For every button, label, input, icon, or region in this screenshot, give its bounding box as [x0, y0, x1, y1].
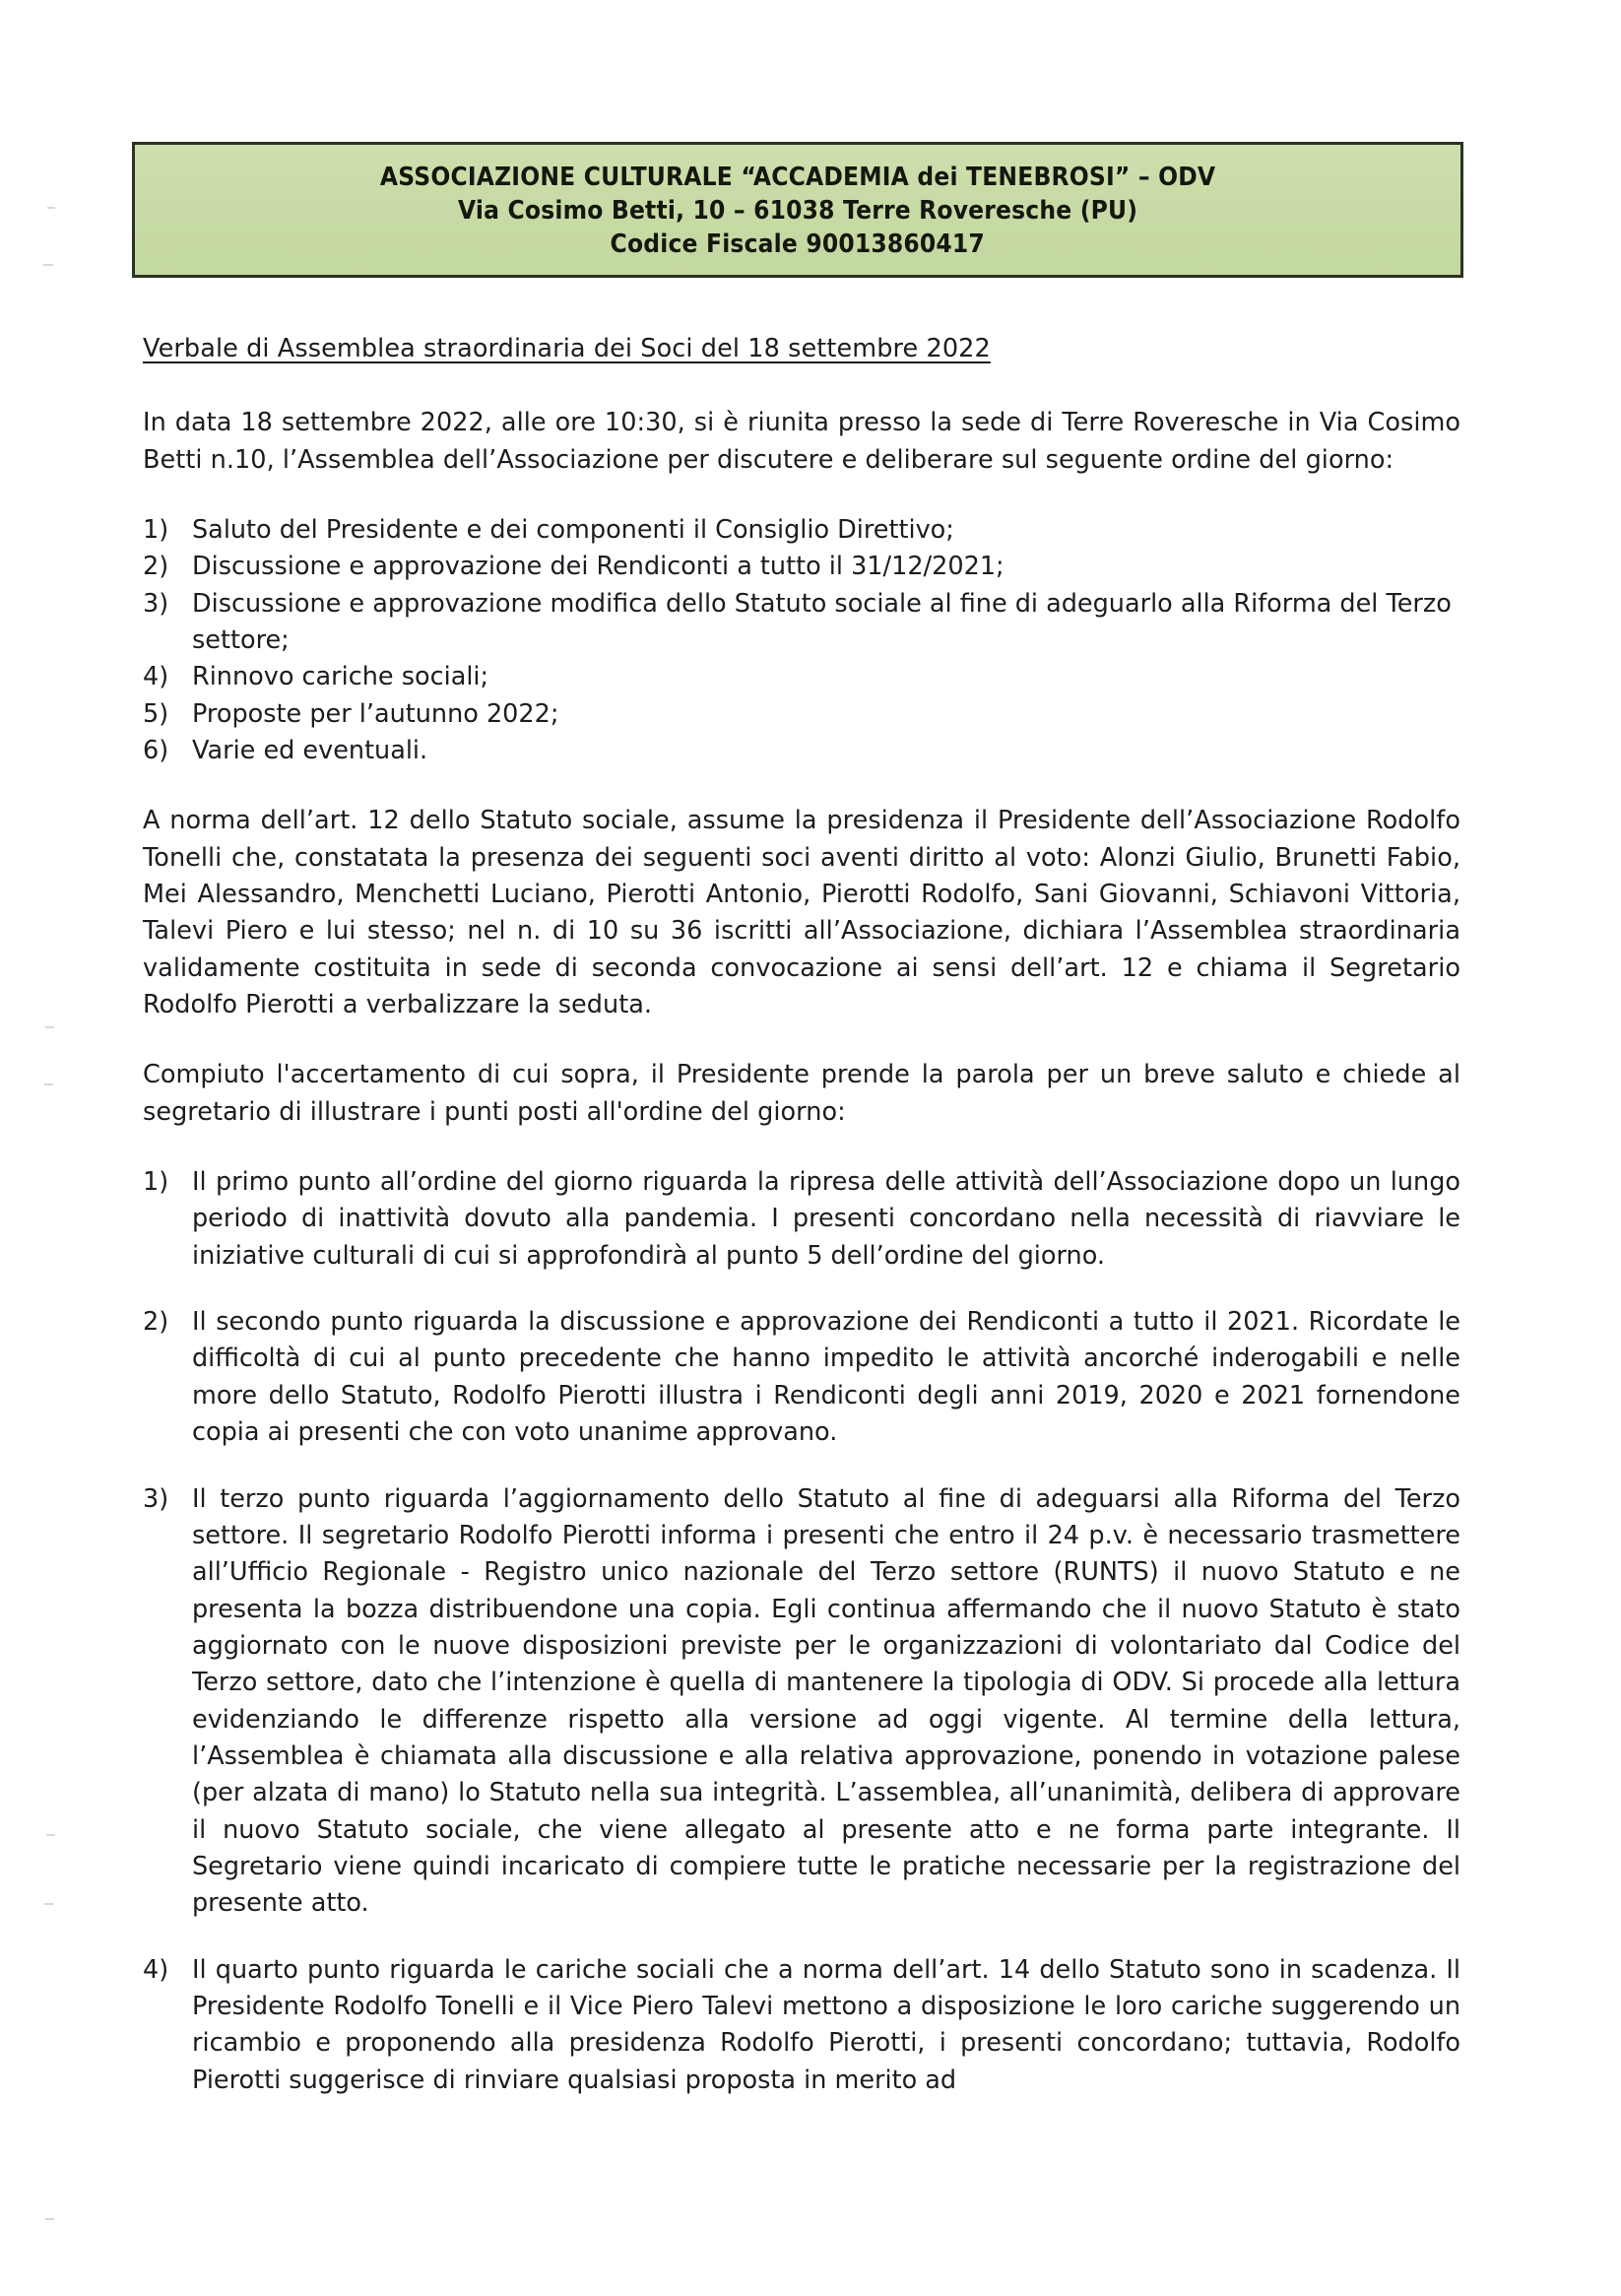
- scan-speckle: [45, 1026, 54, 1028]
- agenda-item-text: Discussione e approvazione dei Rendiconti a tutto il 31/12/2021;: [192, 552, 1005, 582]
- association-name: ASSOCIAZIONE CULTURALE “ACCADEMIA dei TENEBROSI” – ODV: [379, 163, 1216, 193]
- agenda-item-marker: 2): [143, 552, 169, 582]
- discussion-points-list: [143, 1164, 1460, 2099]
- agenda-item-text: Saluto del Presidente e dei componenti il Consiglio Direttivo;: [192, 514, 954, 545]
- document-body: [143, 330, 1460, 2132]
- agenda-item: [143, 733, 1460, 769]
- discussion-point: [143, 1164, 1460, 1275]
- scan-speckle: [43, 264, 53, 266]
- discussion-point: [143, 1952, 1460, 2099]
- agenda-item-text: Discussione e approvazione modifica dello Statuto sociale al fine di adeguarlo alla Riforma del Terzo settore;: [192, 588, 1452, 655]
- agenda-item: [143, 659, 1460, 695]
- agenda-item-marker: 4): [143, 662, 169, 692]
- agenda-item: [143, 512, 1460, 549]
- discussion-point-marker: 2): [143, 1307, 169, 1338]
- discussion-point: [143, 1304, 1460, 1451]
- presidency-paragraph: A norma dell’art. 12 dello Statuto sociale, assume la presidenza il Presidente dell’Associazione Rodolfo Tonelli che, constatata la presenza dei seguenti soci aventi diritto al voto: Alonzi Giulio, Brunetti Fabio, Mei Alessandro, Menchetti Luciano, Pierotti Antonio, Pierotti Rodolfo, Sani Giovanni, Schiavoni Vittoria, Talevi Piero e lui stesso; nel n. di 10 su 36 iscritti all’Associazione, dichiara l’Assemblea straordinaria validamente costituita in sede di seconda convocazione ai sensi dell’art. 12 e chiama il Segretario Rodolfo Pierotti a verbalizzare la seduta.: [143, 806, 1460, 1020]
- agenda-item-marker: 5): [143, 698, 169, 729]
- scan-speckle: [45, 2218, 54, 2220]
- discussion-point: [143, 1481, 1460, 1923]
- agenda-item-marker: 3): [143, 588, 169, 619]
- page-title: Verbale di Assemblea straordinaria dei Soci del 18 settembre 2022: [143, 334, 991, 363]
- discussion-point-marker: 1): [143, 1167, 169, 1198]
- scan-speckle: [46, 1834, 55, 1836]
- scan-speckle: [44, 1903, 53, 1905]
- agenda-item-marker: 1): [143, 514, 169, 545]
- agenda-item: [143, 696, 1460, 733]
- agenda-item-text: Proposte per l’autunno 2022;: [192, 698, 559, 729]
- agenda-item: [143, 549, 1460, 585]
- discussion-point-text: Il primo punto all’ordine del giorno riguarda la ripresa delle attività dell’Associazione dopo un lungo periodo di inattività dovuto alla pandemia. I presenti concordano nella necessità di riavviare le iniziative culturali di cui si approfondirà al punto 5 dell’ordine del giorno.: [192, 1167, 1460, 1271]
- agenda-item: [143, 586, 1460, 660]
- intro-paragraph: In data 18 settembre 2022, alle ore 10:30, si è riunita presso la sede di Terre Roveresche in Via Cosimo Betti n.10, l’Assemblea dell’Associazione per discutere e deliberare sul seguente ordine del giorno:: [143, 408, 1460, 475]
- verification-paragraph: Compiuto l'accertamento di cui sopra, il Presidente prende la parola per un breve saluto e chiede al segretario di illustrare i punti posti all'ordine del giorno:: [143, 1060, 1460, 1127]
- agenda-item-marker: 6): [143, 736, 169, 765]
- association-fiscal-code: Codice Fiscale 90013860417: [610, 229, 986, 259]
- association-address: Via Cosimo Betti, 10 – 61038 Terre Roveresche (PU): [457, 196, 1138, 227]
- scan-speckle: [44, 1083, 53, 1085]
- scan-speckle: [47, 207, 55, 209]
- agenda-list: [143, 512, 1460, 769]
- association-header-box: [132, 142, 1463, 278]
- agenda-item-text: Varie ed eventuali.: [192, 736, 428, 765]
- discussion-point-marker: 4): [143, 1954, 169, 1985]
- discussion-point-text: Il secondo punto riguarda la discussione e approvazione dei Rendiconti a tutto il 2021. Ricordate le difficoltà di cui al punto precedente che hanno impedito le attività ancorché inderogabili e nelle more dello Statuto, Rodolfo Pierotti illustra i Rendiconti degli anni 2019, 2020 e 2021 fornendone copia ai presenti che con voto unanime approvano.: [192, 1307, 1460, 1448]
- discussion-point-text: Il quarto punto riguarda le cariche sociali che a norma dell’art. 14 dello Statuto sono in scadenza. Il Presidente Rodolfo Tonelli e il Vice Piero Talevi mettono a disposizione le loro cariche suggerendo un ricambio e proponendo alla presidenza Rodolfo Pierotti, i presenti concordano; tuttavia, Rodolfo Pierotti suggerisce di rinviare qualsiasi proposta in merito ad: [192, 1954, 1460, 2095]
- discussion-point-text: Il terzo punto riguarda l’aggiornamento dello Statuto al fine di adeguarsi alla Riforma del Terzo settore. Il segretario Rodolfo Pierotti informa i presenti che entro il 24 p.v. è necessario trasmettere all’Ufficio Regionale - Registro unico nazionale del Terzo settore (RUNTS) il nuovo Statuto e ne presenta la bozza distribuendone una copia. Egli continua affermando che il nuovo Statuto è stato aggiornato con le nuove disposizioni previste per le organizzazioni di volontariato dal Codice del Terzo settore, dato che l’intenzione è quella di mantenere la tipologia di ODV. Si procede alla lettura evidenziando le differenze rispetto alla versione ad oggi vigente. Al termine della lettura, l’Assemblea è chiamata alla discussione e alla relativa approvazione, ponendo in votazione palese (per alzata di mano) lo Statuto nella sua integrità. L’assemblea, all’unanimità, delibera di approvare il nuovo Statuto sociale, che viene allegato al presente atto e ne forma parte integrante. Il Segretario viene quindi incaricato di compiere tutte le pratiche necessarie per la registrazione del presente atto.: [192, 1483, 1460, 1919]
- discussion-point-marker: 3): [143, 1483, 169, 1514]
- agenda-item-text: Rinnovo cariche sociali;: [192, 662, 489, 692]
